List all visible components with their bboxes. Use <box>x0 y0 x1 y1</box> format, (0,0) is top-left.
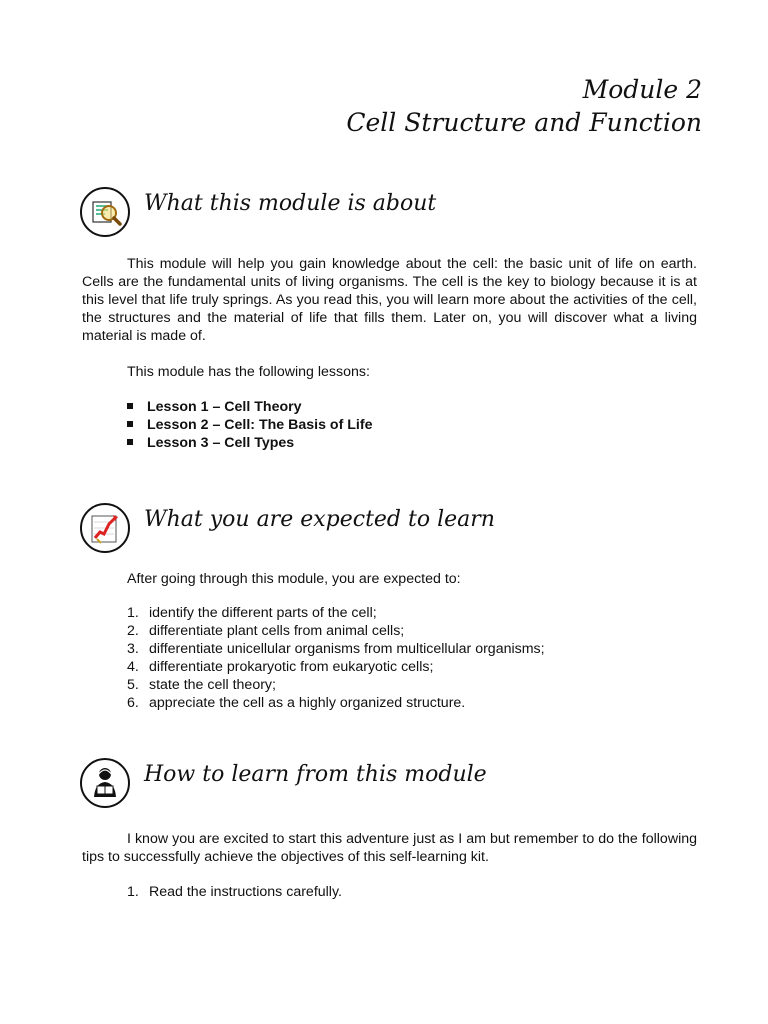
expected-intro: After going through this module, you are expected to: <box>127 571 461 587</box>
bullet-icon <box>127 403 133 409</box>
section-howto-header <box>80 758 720 810</box>
list-item: 5. state the cell theory; <box>127 677 276 693</box>
module-subtitle: Cell Structure and Function <box>346 108 702 137</box>
growth-chart-icon <box>80 503 130 553</box>
list-item: 6. appreciate the cell as a highly organized structure. <box>127 695 466 711</box>
list-item: Lesson 3 – Cell Types <box>127 434 372 452</box>
list-item: 3. differentiate unicellular organisms from multicellular organisms; <box>127 641 545 657</box>
magnifier-document-icon <box>80 187 130 237</box>
list-item: 2. differentiate plant cells from animal cells; <box>127 623 405 639</box>
section-expected-title: What you are expected to learn <box>144 507 495 532</box>
list-item: 1. identify the different parts of the cell; <box>127 605 377 621</box>
about-paragraph: This module will help you gain knowledge about the cell: the basic unit of life on earth. Cells are the fundamental units of living organisms. The cell is the key to biology because it is at this level that life truly springs. As you read this, you will learn more about the activities of the cell, the structures and the material of life that fills them. Later on, you will discover what a living material is made of. <box>82 256 697 344</box>
lesson-list <box>127 398 372 452</box>
section-about-header <box>80 187 720 239</box>
list-item: 4. differentiate prokaryotic from eukaryotic cells; <box>127 659 434 675</box>
howto-paragraph: I know you are excited to start this adventure just as I am but remember to do the following tips to successfully achieve the objectives of this self-learning kit. <box>82 831 697 865</box>
section-about-title: What this module is about <box>144 191 437 216</box>
module-number: Module 2 <box>582 75 702 104</box>
list-item: Lesson 2 – Cell: The Basis of Life <box>127 416 372 434</box>
reading-person-icon <box>80 758 130 808</box>
section-howto-title: How to learn from this module <box>144 762 487 787</box>
bullet-icon <box>127 439 133 445</box>
lessons-intro: This module has the following lessons: <box>127 364 370 380</box>
module-title <box>346 73 702 139</box>
list-item: Lesson 1 – Cell Theory <box>127 398 372 416</box>
bullet-icon <box>127 421 133 427</box>
objectives-list <box>127 604 545 712</box>
section-expected-header <box>80 503 720 555</box>
tips-list <box>127 883 342 901</box>
list-item: 1. Read the instructions carefully. <box>127 884 342 900</box>
